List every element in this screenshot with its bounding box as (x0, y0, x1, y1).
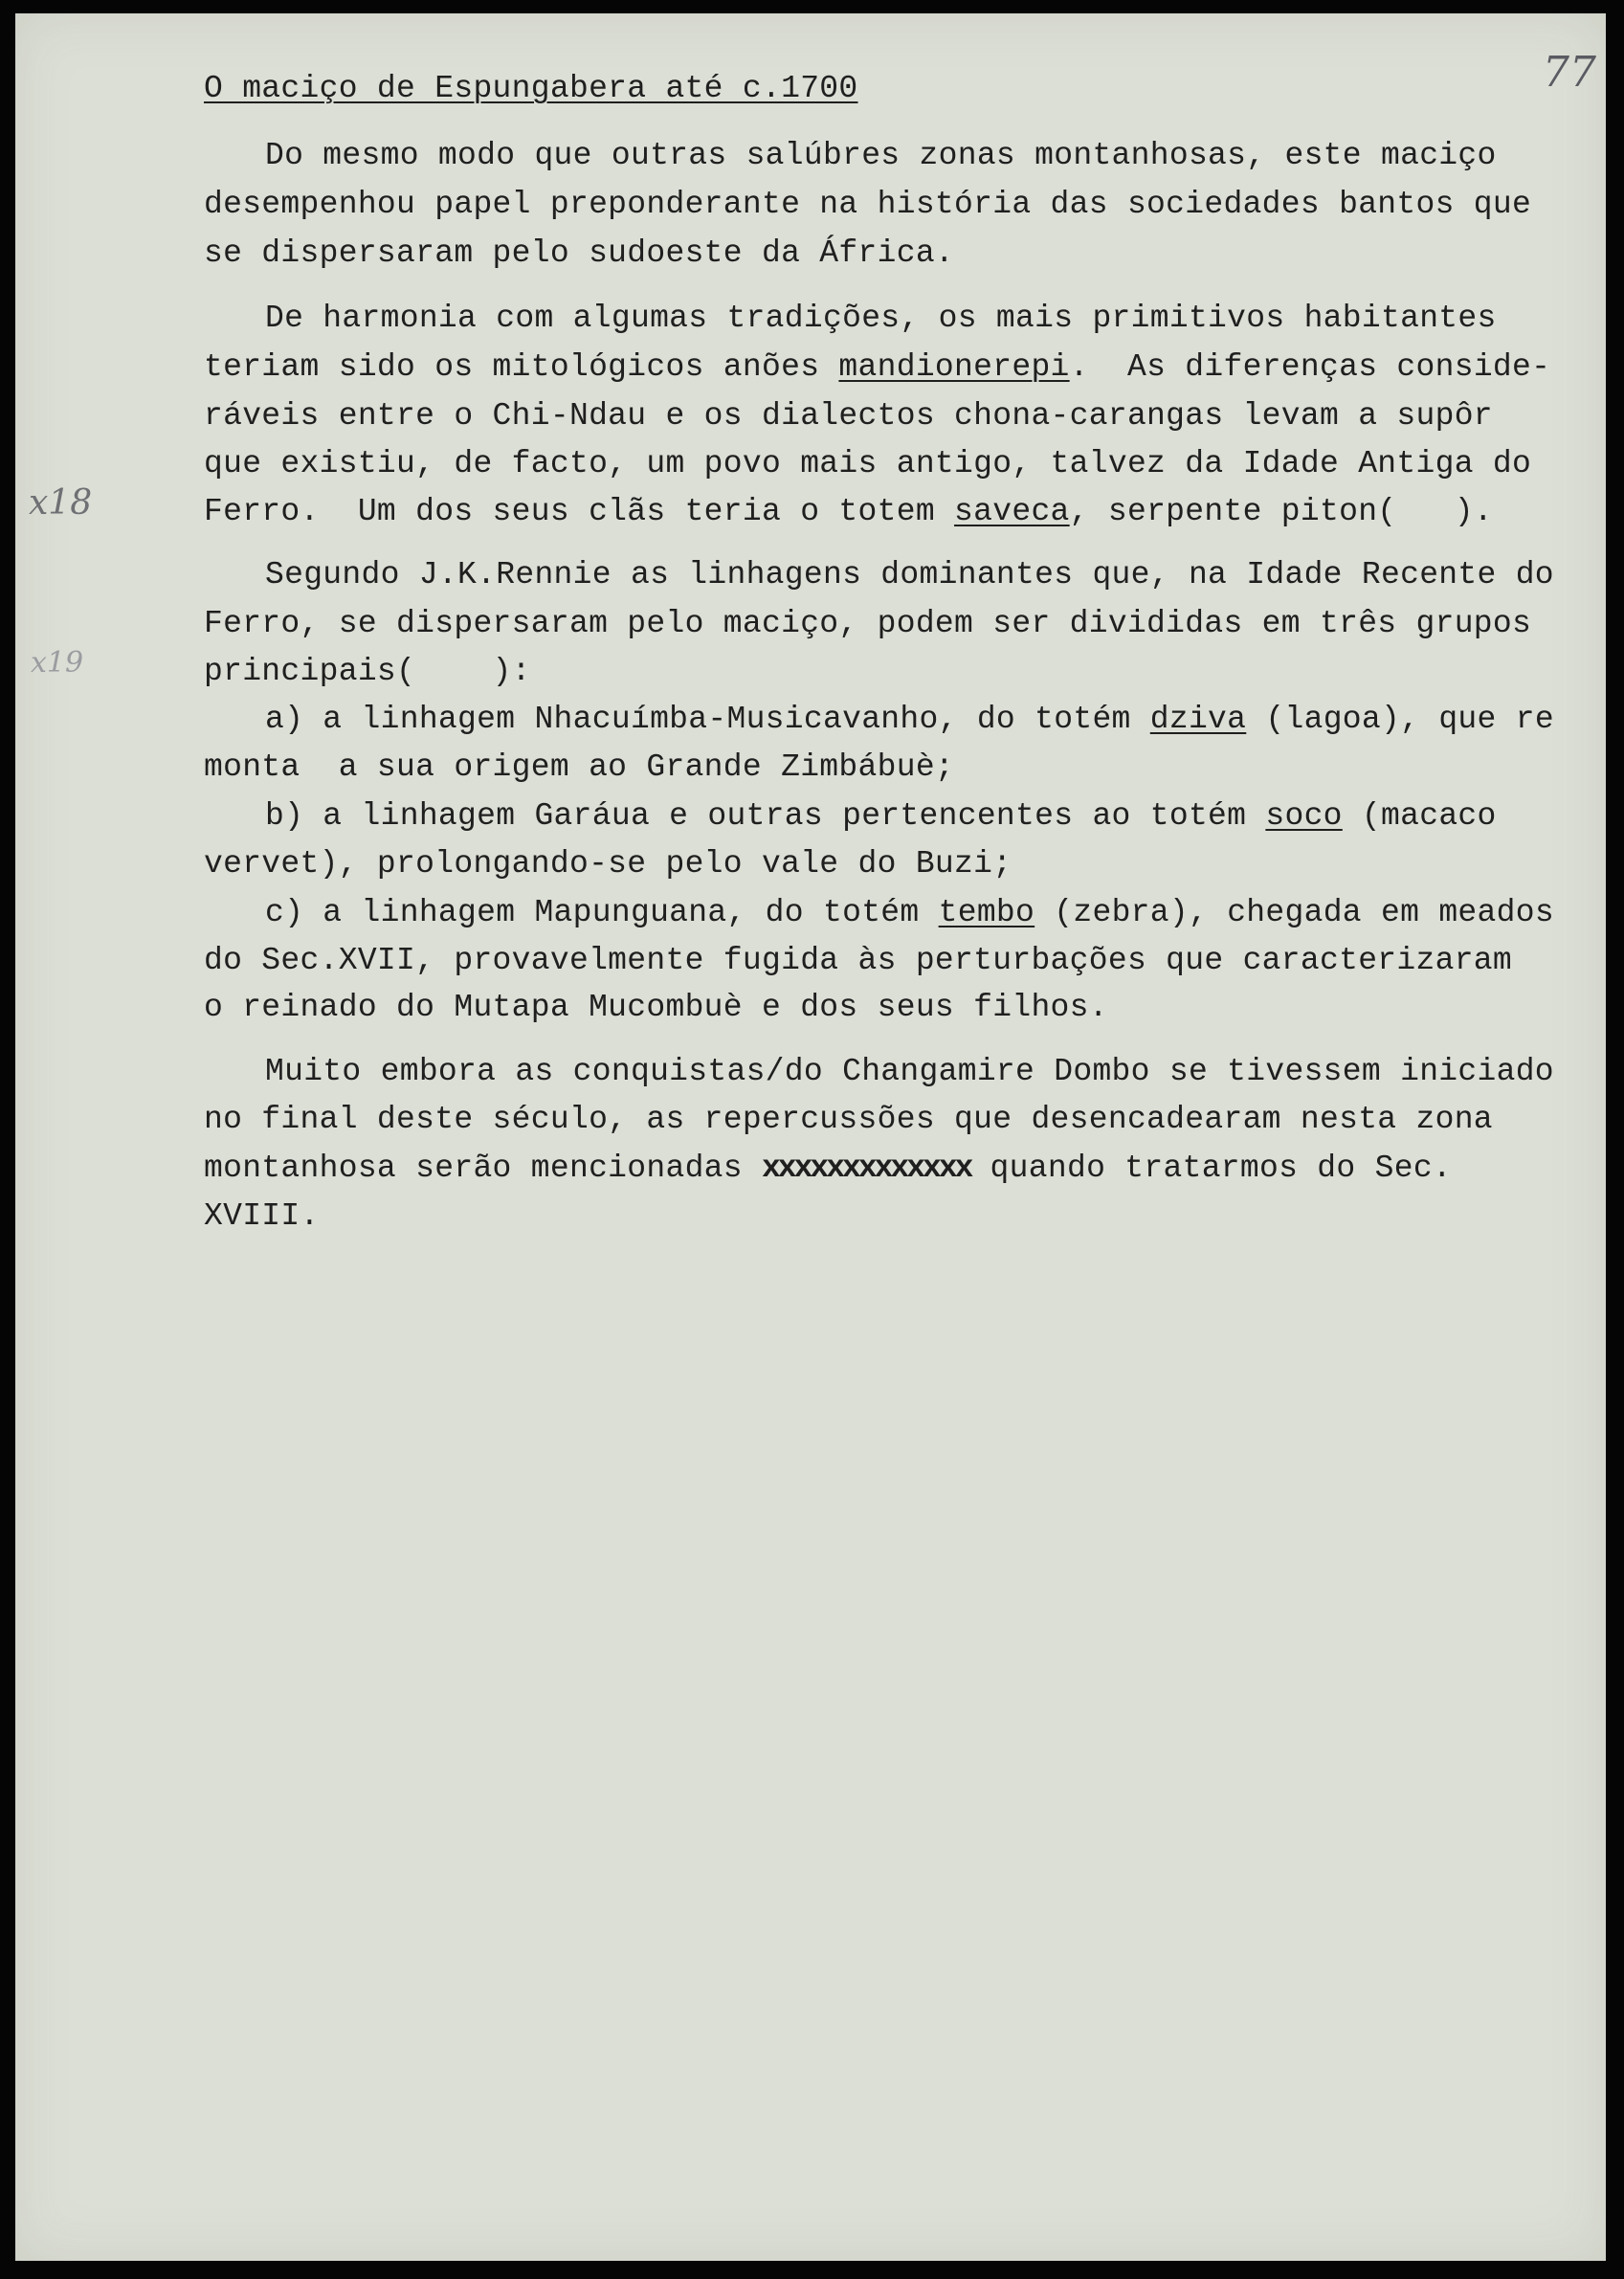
p2-line-4: que existiu, de facto, um povo mais antigo, talvez da Idade Antiga do (204, 446, 1532, 481)
term-saveca: saveca (954, 494, 1070, 529)
item-c-line-2: do Sec.XVII, provavelmente fugida às perturbações que caracterizaram (204, 943, 1513, 978)
margin-note-x18: x18 (29, 483, 93, 523)
p4-line-4: XVIII. (204, 1198, 320, 1234)
item-b-line-1: b) a linhagem Garáua e outras pertencentes ao totém soco (macaco (265, 798, 1497, 834)
p3-line-2: Ferro, se dispersaram pelo maciço, podem ser divididas em três grupos (204, 606, 1532, 641)
p1-line-2: desempenhou papel preponderante na história das sociedades bantos que (204, 187, 1532, 222)
item-c-line-1: c) a linhagem Mapunguana, do totém tembo (zebra), chegada em meados (265, 895, 1554, 930)
p4-line-2: no final deste século, as repercussões que desencadearam nesta zona (204, 1102, 1493, 1137)
page-title: O maciço de Espungabera até c.1700 (204, 71, 858, 106)
p4-line-1: Muito embora as conquistas/do Changamire Dombo se tivessem iniciado (265, 1054, 1554, 1089)
p2-line-5: Ferro. Um dos seus clãs teria o totem saveca, serpente piton( ). (204, 494, 1493, 529)
struck-out-text: xxxxxxxxxxxxx (762, 1151, 971, 1186)
item-a-line-1: a) a linhagem Nhacuímba-Musicavanho, do totém dziva (lagoa), que re (265, 702, 1554, 737)
p1-line-1: Do mesmo modo que outras salúbres zonas montanhosas, este maciço (265, 138, 1497, 173)
margin-note-x19: x19 (31, 646, 84, 680)
term-dziva: dziva (1149, 702, 1247, 737)
term-soco: soco (1265, 798, 1343, 834)
p3-line-3: principais( ): (204, 654, 531, 689)
item-b-line-2: vervet), prolongando-se pelo vale do Buzi; (204, 846, 1012, 882)
page-number: 77 (1543, 48, 1596, 97)
p2-line-3: ráveis entre o Chi-Ndau e os dialectos chona-carangas levam a supôr (204, 398, 1493, 434)
item-c-line-3: o reinado do Mutapa Mucombuè e dos seus filhos. (204, 990, 1108, 1025)
item-a-line-2: monta a sua origem ao Grande Zimbábuè; (204, 749, 955, 785)
p1-line-3: se dispersaram pelo sudoeste da África. (204, 235, 955, 271)
p4-line-3: montanhosa serão mencionadas xxxxxxxxxxxxx quando tratarmos do Sec. (204, 1151, 1453, 1186)
p3-line-1: Segundo J.K.Rennie as linhagens dominantes que, na Idade Recente do (265, 557, 1554, 592)
p2-line-2: teriam sido os mitológicos anões mandionerepi. As diferenças conside- (204, 349, 1551, 385)
term-mandionerepi: mandionerepi (838, 349, 1070, 385)
term-tembo: tembo (938, 895, 1035, 930)
p2-line-1: De harmonia com algumas tradições, os mais primitivos habitantes (265, 301, 1497, 336)
